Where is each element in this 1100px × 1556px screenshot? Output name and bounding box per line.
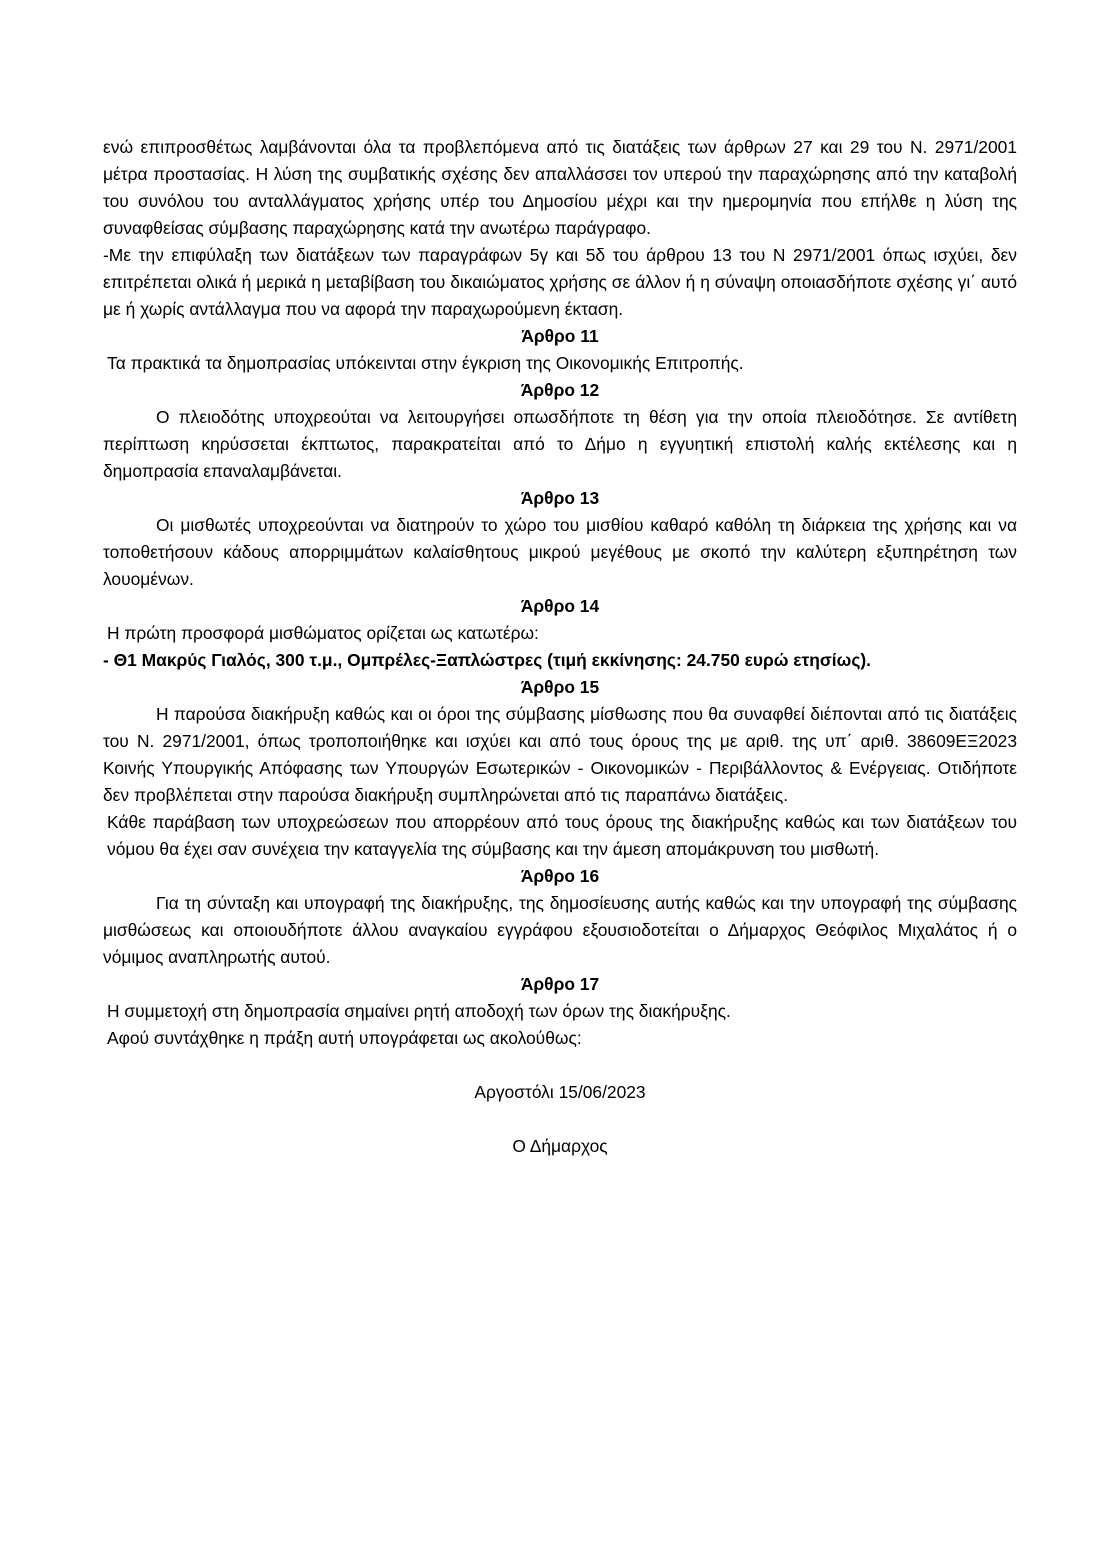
article-11-title: Άρθρο 11 xyxy=(521,326,599,346)
article-17-title: Άρθρο 17 xyxy=(520,974,600,994)
article-14-item: - Θ1 Μακρύς Γιαλός, 300 τ.μ., Ομπρέλες-Ξαπλώστρες (τιμή εκκίνησης: 24.750 ευρώ ετησίως). xyxy=(103,650,871,670)
article-12-text: Ο πλειοδότης υποχρεούται να λειτουργήσει οπωσδήποτε τη θέση για την οποία πλειοδότησε. Σε αντίθετη περίπτωση κηρύσσεται έκπτωτος, παρακρατείται από το Δήμο η εγγυητική επιστολή καλής εκτέλεσης και η δημοπρασία επαναλαμβάνεται. xyxy=(103,407,1017,481)
document-page xyxy=(103,134,1017,1160)
place-date: Αργοστόλι 15/06/2023 xyxy=(474,1082,646,1102)
paragraph-intro: ενώ επιπροσθέτως λαμβάνονται όλα τα προβλεπόμενα από τις διατάξεις των άρθρων 27 και 29 του Ν. 2971/2001 μέτρα προστασίας. Η λύση της συμβατικής σχέσης δεν απαλλάσσει τον υπερού την παραχώρησης από την καταβολή του συνόλου του ανταλλάγματος χρήσης υπέρ του Δημοσίου μέχρι και την ημερομηνία που επήλθε η λύση της συναφθείσας σύμβασης παραχώρησης κατά την ανωτέρω παράγραφο. xyxy=(103,137,1017,238)
article-16-text: Για τη σύνταξη και υπογραφή της διακήρυξης, της δημοσίευσης αυτής καθώς και την υπογραφή της σύμβασης μισθώσεως και οποιουδήποτε άλλου αναγκαίου εγγράφου εξουσιοδοτείται ο Δήμαρχος Θεόφιλος Μιχαλάτος ή ο νόμιμος αναπληρωτής αυτού. xyxy=(103,893,1017,967)
article-14-title: Άρθρο 14 xyxy=(520,596,600,616)
article-15-text: Η παρούσα διακήρυξη καθώς και οι όροι της σύμβασης μίσθωσης που θα συναφθεί διέπονται από τις διατάξεις του Ν. 2971/2001, όπως τροποποιήθηκε και ισχύει και από τους όρους της με αριθ. της υπ΄ αριθ. 38609ΕΞ2023 Κοινής Υπουργικής Απόφασης των Υπουργών Εσωτερικών - Οικονομικών - Περιβάλλοντος & Ενέργειας. Οτιδήποτε δεν προβλέπεται στην παρούσα διακήρυξη συμπληρώνεται από τις παραπάνω διατάξεις. xyxy=(103,704,1017,805)
article-13-text: Οι μισθωτές υποχρεούνται να διατηρούν το χώρο του μισθίου καθαρό καθόλη τη διάρκεια της χρήσης και να τοποθετήσουν κάδους απορριμμάτων καλαίσθητους μικρού μεγέθους με σκοπό την καλύτερη εξυπηρέτηση των λουομένων. xyxy=(103,515,1017,589)
article-15-title: Άρθρο 15 xyxy=(520,677,600,697)
article-15-text-2: Κάθε παράβαση των υποχρεώσεων που απορρέουν από τους όρους της διακήρυξης καθώς και των διατάξεων του νόμου θα έχει σαν συνέχεια την καταγγελία της σύμβασης και την άμεση απομάκρυνση του μισθωτή. xyxy=(107,812,1017,859)
article-17-text-2: Αφού συντάχθηκε η πράξη αυτή υπογράφεται ως ακολούθως: xyxy=(107,1028,582,1048)
article-14-text: Η πρώτη προσφορά μισθώματος ορίζεται ως κατωτέρω: xyxy=(107,623,539,643)
article-11-text: Τα πρακτικά τα δημοπρασίας υπόκεινται στην έγκριση της Οικονομικής Επιτροπής. xyxy=(107,353,744,373)
article-13-title: Άρθρο 13 xyxy=(520,488,600,508)
signatory: Ο Δήμαρχος xyxy=(512,1136,608,1156)
article-17-text: Η συμμετοχή στη δημοπρασία σημαίνει ρητή αποδοχή των όρων της διακήρυξης. xyxy=(107,1001,731,1021)
article-16-title: Άρθρο 16 xyxy=(520,866,600,886)
paragraph-intro-2: -Με την επιφύλαξη των διατάξεων των παραγράφων 5γ και 5δ του άρθρου 13 του Ν 2971/2001 όπως ισχύει, δεν επιτρέπεται ολικά ή μερικά η μεταβίβαση του δικαιώματος χρήσης σε άλλον ή η σύναψη οποιασδήποτε σχέσης γι΄ αυτό με ή χωρίς αντάλλαγμα που να αφορά την παραχωρούμενη έκταση. xyxy=(103,245,1017,319)
article-12-title: Άρθρο 12 xyxy=(520,380,600,400)
